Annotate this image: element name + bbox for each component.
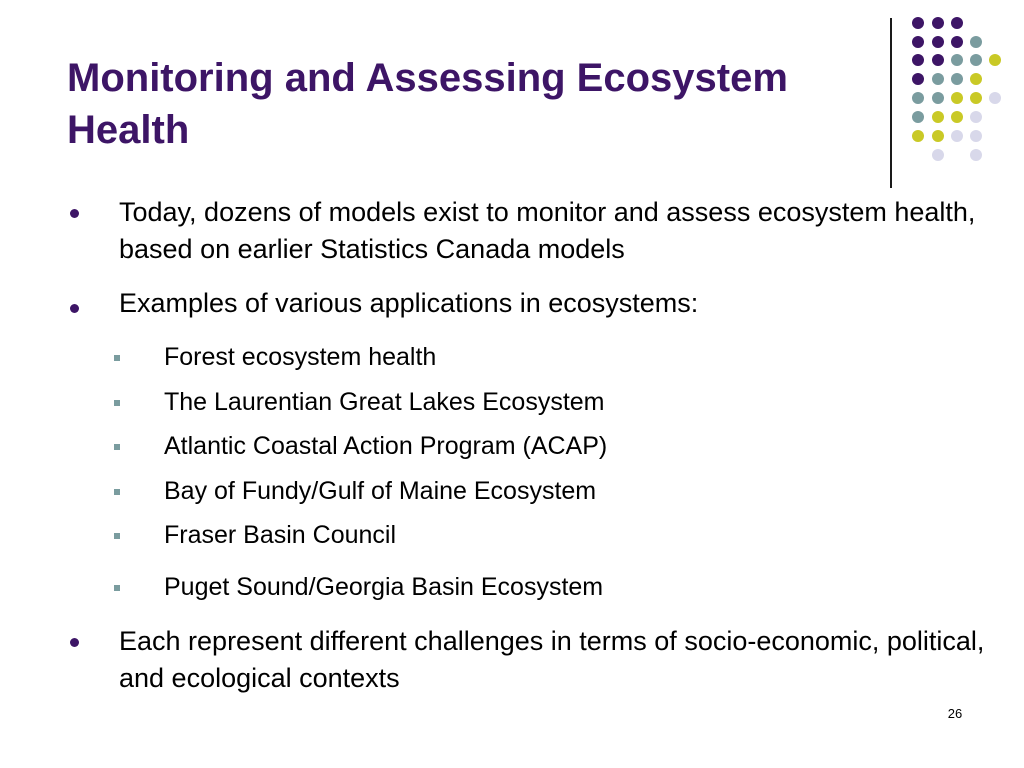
page-number: 26 (947, 706, 963, 721)
sub-bullet-marker (114, 355, 120, 361)
bullet-marker (70, 638, 79, 647)
sub-bullet-marker (114, 585, 120, 591)
sub-bullet-item: Atlantic Coastal Action Program (ACAP) (164, 432, 608, 460)
slide-title: Monitoring and Assessing Ecosystem Health (67, 56, 788, 152)
sub-bullet-item: Puget Sound/Georgia Basin Ecosystem (164, 573, 604, 601)
bullet-item: Each represent different challenges in terms of socio-economic, political, and ecological contexts (119, 626, 985, 693)
sub-bullet-item: Fraser Basin Council (164, 521, 397, 549)
sub-bullet-marker (114, 533, 120, 539)
sub-bullet-marker (114, 444, 120, 450)
sub-bullet-item: Forest ecosystem health (164, 343, 437, 371)
sub-bullet-item: Bay of Fundy/Gulf of Maine Ecosystem (164, 477, 597, 505)
bullet-marker (70, 209, 79, 218)
sub-bullet-marker (114, 489, 120, 495)
bullet-item: Today, dozens of models exist to monitor and assess ecosystem health, based on earlier Statistics Canada models (119, 197, 976, 264)
sub-bullet-marker (114, 400, 120, 406)
bullet-item: Examples of various applications in ecosystems: (119, 288, 699, 318)
sub-bullet-item: The Laurentian Great Lakes Ecosystem (164, 388, 605, 416)
bullet-marker (70, 304, 79, 313)
